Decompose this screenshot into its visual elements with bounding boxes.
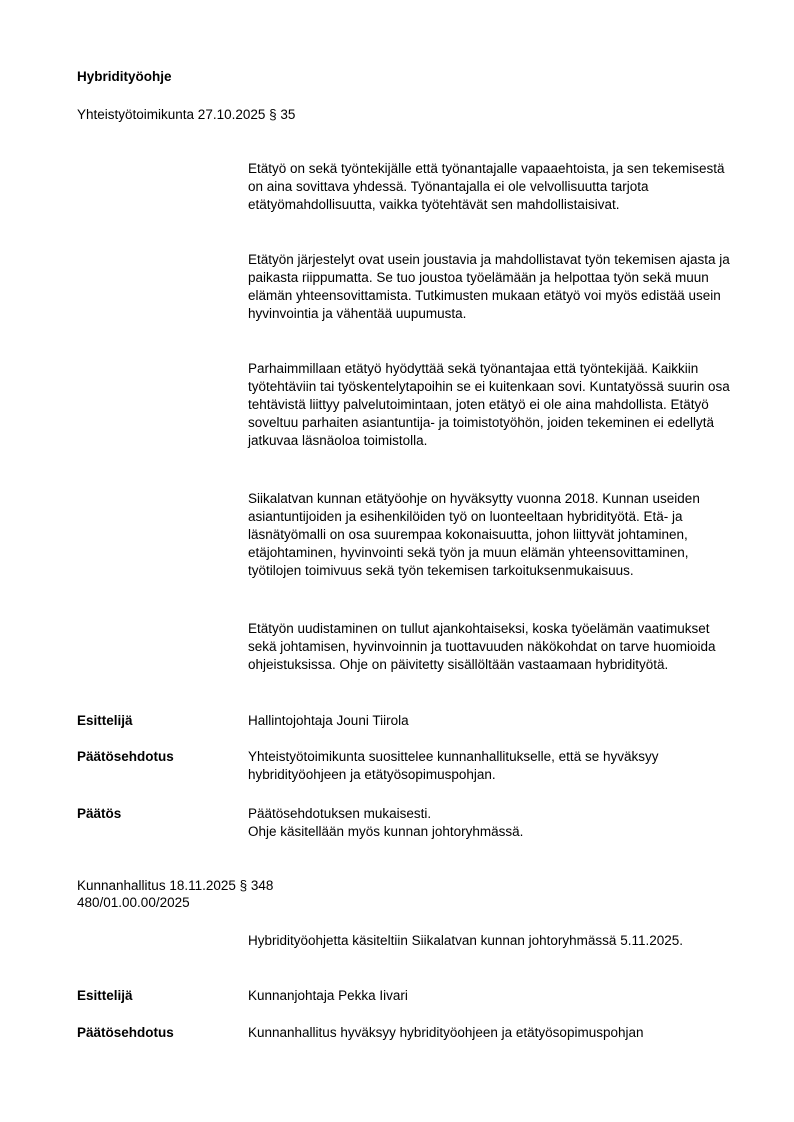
- meeting-header-kunnanhallitus: Kunnanhallitus 18.11.2025 § 348: [77, 878, 274, 893]
- paragraph-1: Etätyö on sekä työntekijälle että työnantajalle vapaaehtoista, ja sen tekemisestä on aina sovittava yhdessä. Työnantajalla ei ole velvollisuutta tarjota etätyömahdollisuutta, vaikka työtehtävät sen mahdollistaisivat.: [248, 161, 725, 212]
- presenter-value-2: Kunnanjohtaja Pekka Iivari: [248, 988, 408, 1003]
- paragraph-3: Parhaimmillaan etätyö hyödyttää sekä työnantajaa että työntekijää. Kaikkiin työtehtäviin tai työskentelytapoihin se ei kuitenkaan sovi. Kuntatyössä suurin osa tehtävistä liittyy palvelutoimintaan, joten etätyö ei ole aina mahdollista. Etätyö soveltuu parhaiten asiantuntija- ja toimistotyöhön, joiden tekeminen ei edellytä jatkuvaa läsnäoloa toimistolla.: [248, 361, 730, 448]
- file-number: 480/01.00.00/2025: [77, 895, 190, 910]
- paragraph-2: Etätyön järjestelyt ovat usein joustavia ja mahdollistavat työn tekemisen ajasta ja paikasta riippumatta. Se tuo joustoa työelämään ja helpottaa työn sekä muun elämän yhteensovittamista. Tutkimusten mukaan etätyö voi myös edistää usein hyvinvointia ja vähentää uupumusta.: [248, 252, 730, 321]
- paragraph-5: Etätyön uudistaminen on tullut ajankohtaiseksi, koska työelämän vaatimukset sekä johtamisen, hyvinvoinnin ja tuottavuuden näkökohdat on tarve huomioida ohjeistuksissa. Ohje on päivitetty sisällöltään vastaamaan hybridityötä.: [248, 621, 716, 672]
- decision-line-2: Ohje käsitellään myös kunnan johtoryhmässä.: [248, 824, 524, 839]
- decision-label: Päätös: [77, 806, 122, 821]
- proposal-label-2: Päätösehdotus: [77, 1025, 174, 1040]
- meeting-header-yhteistyotoimikunta: Yhteistyötoimikunta 27.10.2025 § 35: [77, 107, 296, 122]
- decision-line-1: Päätösehdotuksen mukaisesti.: [248, 806, 432, 821]
- document-title: Hybridityöohje: [77, 69, 172, 84]
- decision-value: [248, 805, 738, 841]
- paragraph-6: Hybridityöohjetta käsiteltiin Siikalatvan kunnan johtoryhmässä 5.11.2025.: [248, 933, 683, 948]
- paragraph-4: Siikalatvan kunnan etätyöohje on hyväksytty vuonna 2018. Kunnan useiden asiantuntijoiden ja esihenkilöiden työ on luonteeltaan hybridityötä. Etä- ja läsnätyömalli on osa suurempaa kokonaisuutta, johon liittyvät johtaminen, etäjohtaminen, hyvinvointi sekä työn ja muun elämän yhteensovittaminen, työtilojen toimivuus sekä työn tekemisen tarkoituksenmukaisuus.: [248, 491, 700, 578]
- presenter-value: Hallintojohtaja Jouni Tiirola: [248, 713, 409, 728]
- proposal-value-2: Kunnanhallitus hyväksyy hybridityöohjeen ja etätyösopimuspohjan: [248, 1025, 644, 1040]
- presenter-label-2: Esittelijä: [77, 988, 133, 1003]
- proposal-value: Yhteistyötoimikunta suosittelee kunnanhallitukselle, että se hyväksyy hybridityöohjeen ja etätyösopimuspohjan.: [248, 749, 659, 782]
- proposal-label: Päätösehdotus: [77, 749, 174, 764]
- presenter-label: Esittelijä: [77, 713, 133, 728]
